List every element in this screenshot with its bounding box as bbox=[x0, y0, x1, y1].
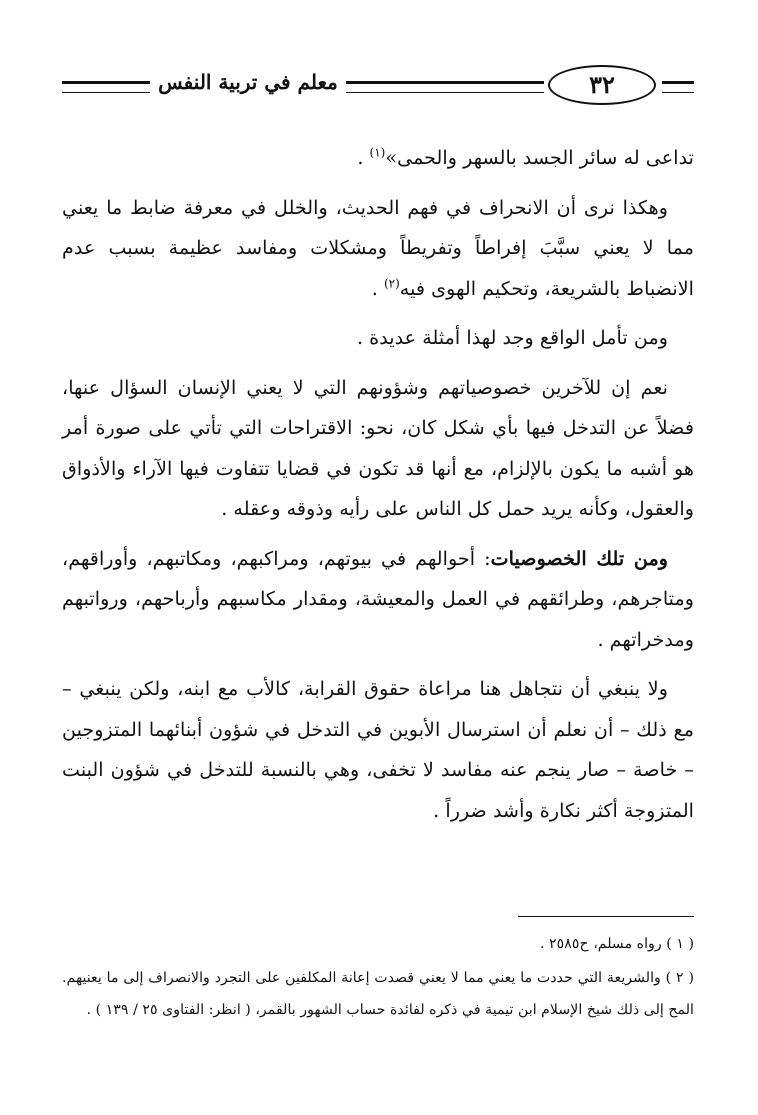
main-text bbox=[62, 138, 694, 840]
running-title: معلم في تربية النفس bbox=[158, 70, 338, 94]
footnotes bbox=[62, 928, 694, 1028]
paragraph-5-heading: ومن تلك الخصوصيات bbox=[490, 546, 668, 570]
paragraph-2-end: . bbox=[371, 276, 384, 300]
header-rule-left bbox=[62, 81, 150, 93]
footnote-ref-1: (١) bbox=[369, 145, 386, 160]
footnote-2: ( ٢ ) والشريعة التي حددت ما يعني مما لا يعني قصدت إعانة المكلفين على التجرد والانصراف إلى ما يعنيهم. المح إلى ذلك شيخ الإسلام ابن تيمية في ذكره لفائدة حساب الشهور بالقمر، ( انظر: الفتاوى ٢٥ / ١٣٩ ) . bbox=[62, 970, 694, 1018]
header-rule-right bbox=[662, 81, 694, 93]
footnote-ref-2: (٢) bbox=[383, 276, 400, 291]
paragraph-1-text: تداعى له سائر الجسد بالسهر والحمى» bbox=[385, 146, 694, 169]
paragraph-3: ومن تأمل الواقع وجد لهذا أمثلة عديدة . bbox=[356, 326, 668, 349]
footnote-1: ( ١ ) رواه مسلم، ح٢٥٨٥ . bbox=[540, 936, 694, 952]
page-header bbox=[62, 62, 694, 114]
paragraph-5 bbox=[62, 539, 694, 661]
paragraph-1 bbox=[62, 138, 694, 179]
header-rule-middle bbox=[346, 81, 544, 93]
paragraph-2 bbox=[62, 188, 694, 310]
paragraph-2-text: وهكذا نرى أن الانحراف في فهم الحديث، والخلل في معرفة ضابط ما يعني مما لا يعني سبَّبَ إفراطاً وتفريطاً ومشكلات ومفاسد عظيمة بسبب عدم الانضباط بالشريعة، وتحكيم الهوى فيه bbox=[62, 195, 694, 300]
page-number: ٣٢ bbox=[548, 65, 656, 105]
paragraph-5-text: : أحوالهم في بيوتهم، ومراكبهم، ومكاتبهم، وأوراقهم، ومتاجرهم، وطرائقهم في العمل والمعيشة، ومقدار مكاسبهم وأرباحهم، ورواتبهم ومدخراتهم . bbox=[62, 546, 694, 651]
paragraph-6: ولا ينبغي أن نتجاهل هنا مراعاة حقوق القرابة، كالأب مع ابنه، ولكن ينبغي – مع ذلك – أن نعلم أن استرسال الأبوين في التدخل في شؤون أبنائهما المتزوجين – خاصة – صار ينجم عنه مفاسد لا تخفى، وهي بالنسبة للتدخل في شؤون البنت المتزوجة أكثر نكارة وأشد ضرراً . bbox=[62, 677, 694, 822]
paragraph-4: نعم إن للآخرين خصوصياتهم وشؤونهم التي لا يعني الإنسان السؤال عنها، فضلاً عن التدخل فيها بأي شكل كان، نحو: الاقتراحات التي تأتي على صورة أمر هو أشبه ما يكون بالإلزام، مع أنها قد تكون في قضايا تتفاوت فيها الآراء والأذواق والعقول، وكأنه يريد حمل كل الناس على رأيه وذوقه وعقله . bbox=[62, 375, 694, 520]
footnote-separator bbox=[518, 916, 694, 917]
paragraph-1-end: . bbox=[357, 146, 370, 169]
